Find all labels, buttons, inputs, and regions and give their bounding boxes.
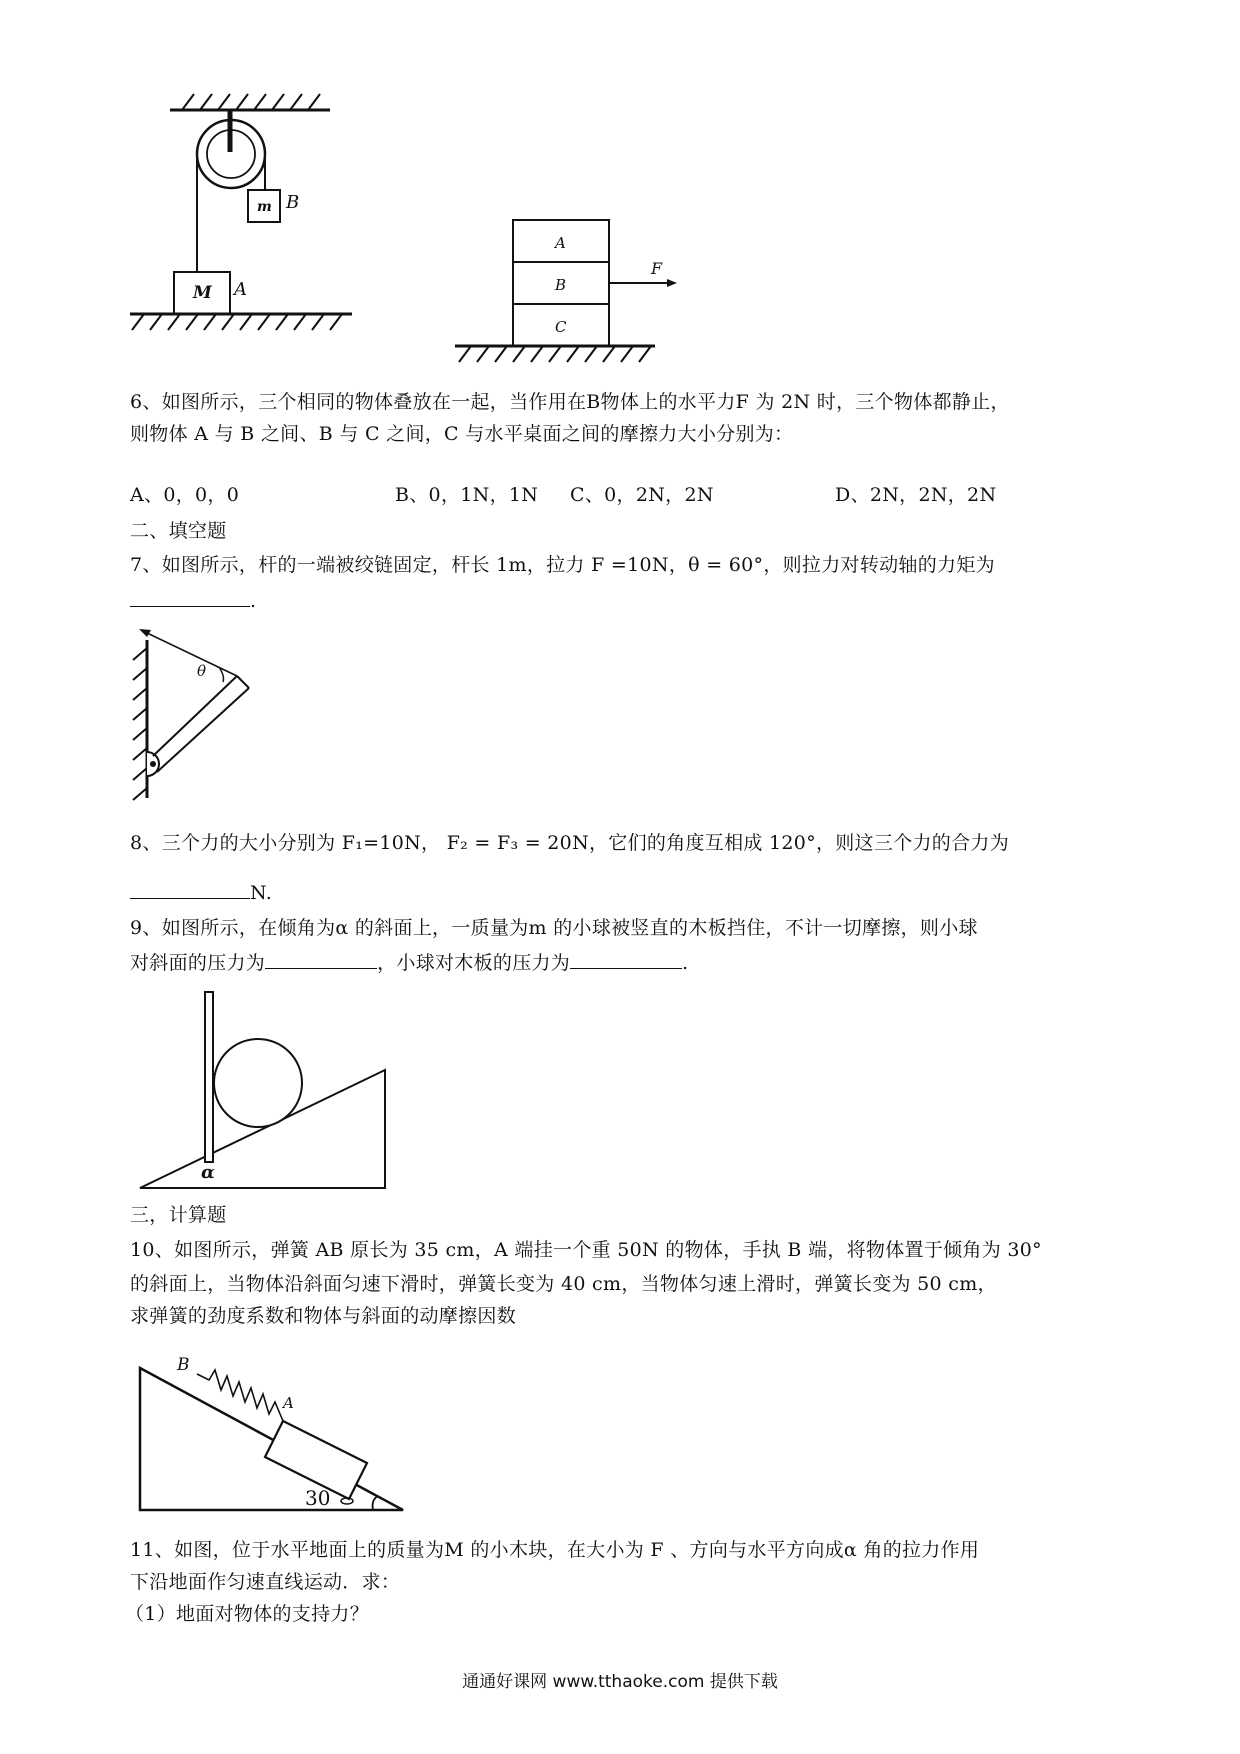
q8-line-2 (130, 878, 272, 907)
block-b-mass: m (257, 199, 272, 215)
q10-line-3: 求弹簧的劲度系数和物体与斜面的动摩擦因数 (130, 1305, 517, 1327)
block-b-label: B (286, 192, 300, 213)
q11-line-2: 下沿地面作匀速直线运动．求： (130, 1571, 401, 1593)
q7-line-1: 7、如图所示，杆的一端被绞链固定，杆长 1m，拉力 F =10N，θ = 60°，则拉力对转动轴的力矩为 (130, 554, 995, 576)
theta-label: θ (197, 662, 207, 680)
q8-line-1: 8、三个力的大小分别为 F₁=10N， F₂ = F₃ = 20N，它们的角度互相成 120°，则这三个力的合力为 (130, 832, 1009, 854)
q11-line-1: 11、如图，位于水平地面上的质量为M 的小木块，在大小为 F 、方向与水平方向成α 角的拉力作用 (130, 1539, 980, 1561)
q9-answer-blank-2[interactable] (570, 948, 682, 969)
stacked-blocks-figure (455, 220, 695, 380)
alpha-label: α (201, 1162, 215, 1183)
q9-line-2 (130, 948, 688, 977)
q9-line-1: 9、如图所示，在倾角为α 的斜面上，一质量为m 的小球被竖直的木板挡住，不计一切摩擦，则小球 (130, 917, 978, 939)
q8-line-2-suffix: N. (250, 882, 273, 904)
q6-line-1: 6、如图所示，三个相同的物体叠放在一起，当作用在B物体上的水平力F 为 2N 时，三个物体都静止， (130, 391, 1010, 413)
q6-options (130, 481, 1130, 509)
q6-option-d: D、2N，2N，2N (835, 484, 997, 506)
block-a-label: A (555, 234, 566, 252)
block-a-mass: M (193, 283, 212, 303)
incline-angle-label: 30 (305, 1486, 331, 1510)
q9-answer-blank-1[interactable] (265, 948, 377, 969)
q6-option-a: A、0，0，0 (130, 484, 240, 506)
q7-line-2 (130, 586, 256, 615)
q10-line-2: 的斜面上，当物体沿斜面匀速下滑时，弹簧长变为 40 cm，当物体匀速上滑时，弹簧长变为 50 cm， (130, 1273, 997, 1295)
spring-end-a-label: A (283, 1394, 294, 1412)
block-a-label: A (234, 279, 247, 300)
q10-line-1: 10、如图所示，弹簧 AB 原长为 35 cm，A 端挂一个重 50N 的物体，手执 B 端，将物体置于倾角为 30° (130, 1239, 1042, 1261)
spring-end-b-label: B (177, 1355, 190, 1375)
lever-figure (125, 612, 285, 812)
q11-line-3: （1）地面对物体的支持力？ (125, 1603, 369, 1625)
pulley-figure (130, 90, 370, 380)
q8-answer-blank[interactable] (130, 878, 250, 899)
block-b-label: B (555, 276, 567, 294)
q9-line-2-part-a: 对斜面的压力为 (130, 952, 266, 974)
q7-answer-blank[interactable] (130, 586, 250, 607)
section-3-heading: 三，计算题 (130, 1204, 227, 1226)
q6-option-b: B、0，1N，1N (395, 484, 539, 506)
q6-option-c: C、0，2N，2N (570, 484, 714, 506)
q9-line-2-part-b: ，小球对木板的压力为 (377, 952, 571, 974)
q6-line-2: 则物体 A 与 B 之间、B 与 C 之间，C 与水平桌面之间的摩擦力大小分别为： (130, 423, 794, 445)
q7-line-2-suffix: . (250, 590, 257, 612)
page-footer: 通通好课网 www.tthaoke.com 提供下载 (462, 1672, 778, 1692)
section-2-heading: 二、填空题 (130, 520, 227, 542)
force-label: F (651, 259, 663, 278)
block-c-label: C (555, 318, 567, 336)
ball-wedge-figure (135, 990, 395, 1195)
spring-incline-figure (135, 1340, 415, 1520)
q9-line-2-part-c: . (682, 952, 689, 974)
